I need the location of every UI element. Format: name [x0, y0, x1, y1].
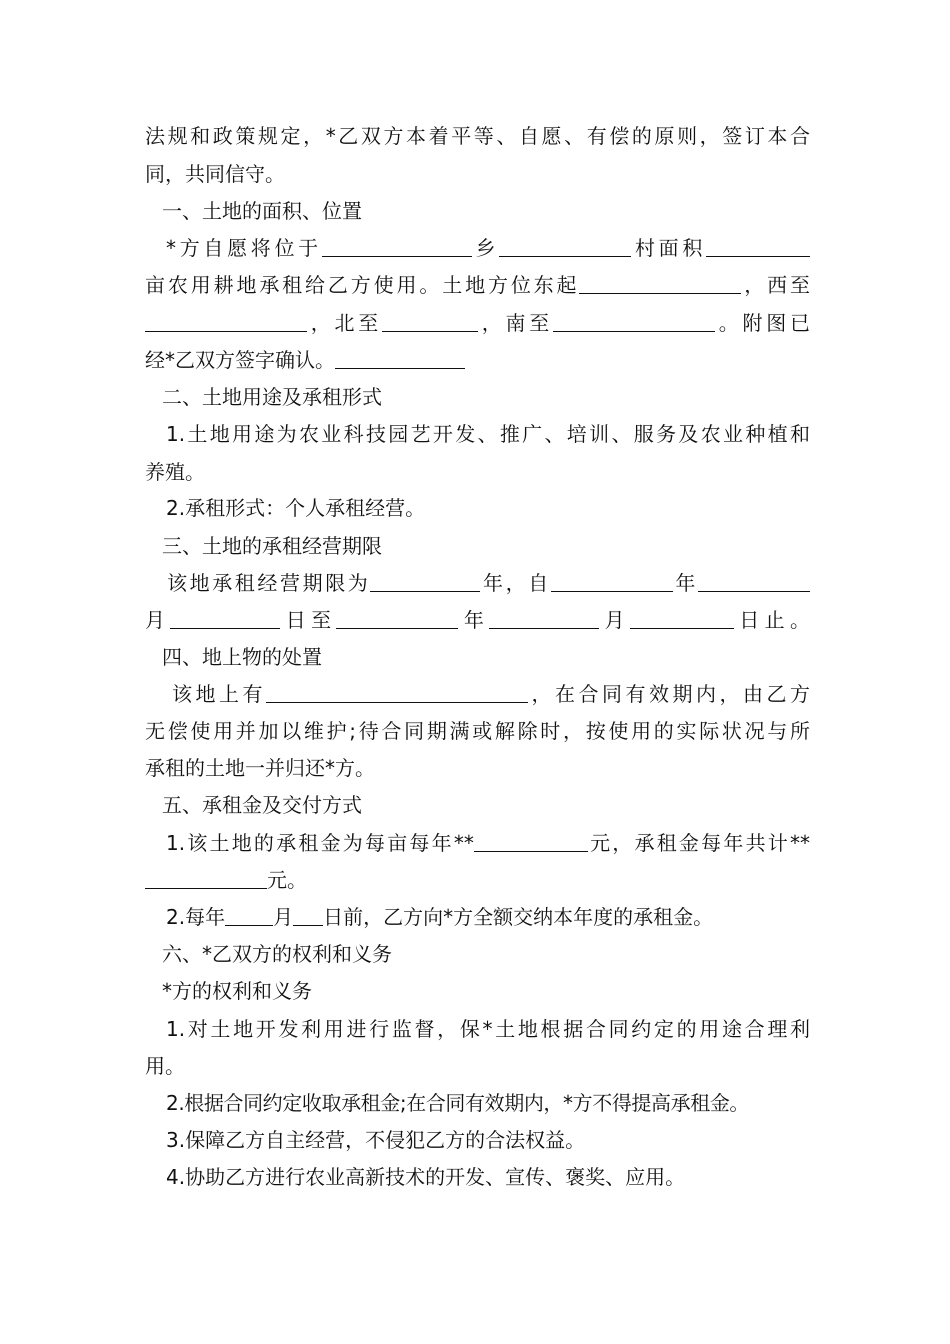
body-line [145, 716, 810, 746]
body-text: 承租的土地一并归还*方。 [145, 756, 375, 780]
section-heading [162, 939, 810, 969]
section-heading [162, 531, 810, 561]
body-line [145, 159, 810, 189]
body-text: 无偿使用并加以维护;待合同期满或解除时，按使用的实际状况与所 [145, 719, 810, 743]
fill-in-line [145, 605, 810, 635]
body-text: ，西至 [741, 273, 811, 297]
body-text: *方自愿将位于 [166, 236, 322, 260]
body-text: 年，自 [480, 571, 551, 595]
blank-field[interactable] [579, 271, 741, 294]
body-line [166, 1014, 810, 1044]
body-text: 3.保障乙方自主经营，不侵犯乙方的合法权益。 [166, 1128, 586, 1152]
body-text: 2.每年 [166, 905, 226, 929]
fill-in-line [166, 902, 810, 932]
section-heading [162, 642, 810, 672]
body-text: 村面积 [631, 236, 707, 260]
body-text: 日前，乙方向*方全额交纳本年度的承租金。 [323, 905, 714, 929]
blank-field[interactable] [293, 903, 323, 926]
body-text: ，南至 [478, 311, 553, 335]
body-line [166, 419, 810, 449]
body-text: 法规和政策规定，*乙双方本着平等、自愿、有偿的原则，签订本合 [145, 124, 810, 148]
section-heading [162, 382, 810, 412]
body-line [145, 121, 810, 151]
body-text: 该地上有 [172, 682, 266, 706]
section-heading [162, 196, 810, 226]
fill-in-line [172, 679, 810, 709]
body-text: 1.对土地开发利用进行监督，保*土地根据合同约定的用途合理利 [166, 1017, 810, 1041]
body-text: 元，承租金每年共计** [587, 831, 810, 855]
fill-in-line [145, 270, 810, 300]
section-heading-text: 五、承租金及交付方式 [162, 793, 362, 817]
section-heading-text: 六、*乙双方的权利和义务 [162, 942, 392, 966]
blank-field[interactable] [553, 309, 715, 332]
fill-in-line [145, 865, 810, 895]
blank-field[interactable] [551, 569, 673, 592]
blank-field[interactable] [706, 234, 810, 257]
blank-field[interactable] [698, 569, 810, 592]
blank-field[interactable] [266, 680, 528, 703]
body-text: 1.土地用途为农业科技园艺开发、推广、培训、服务及农业种植和 [166, 422, 810, 446]
body-text: 同，共同信守。 [145, 162, 285, 186]
body-text: 2.承租形式：个人承租经营。 [166, 496, 426, 520]
blank-field[interactable] [145, 309, 307, 332]
body-line [166, 1088, 810, 1118]
fill-in-line [166, 828, 810, 858]
fill-in-line [166, 233, 810, 263]
body-text: 月 [273, 905, 294, 929]
section-heading-text: 一、土地的面积、位置 [162, 199, 362, 223]
body-text: 2.根据合同约定收取承租金;在合同有效期内，*方不得提高承租金。 [166, 1091, 750, 1115]
body-text: 月 [599, 608, 630, 632]
body-line [145, 457, 810, 487]
blank-field[interactable] [382, 309, 478, 332]
body-text: 日止。 [733, 608, 811, 632]
body-text: 用。 [145, 1054, 185, 1078]
body-line [166, 493, 810, 523]
body-text: 亩农用耕地承租给乙方使用。土地方位东起 [145, 273, 580, 297]
body-text: 养殖。 [145, 460, 205, 484]
body-text: 年 [458, 608, 490, 632]
blank-field[interactable] [335, 346, 465, 369]
body-line [145, 1051, 810, 1081]
blank-field[interactable] [336, 606, 458, 629]
section-heading-text: 二、土地用途及承租形式 [162, 385, 382, 409]
fill-in-line [145, 308, 810, 338]
section-heading-text: 三、土地的承租经营期限 [162, 534, 382, 558]
body-text: 元。 [267, 868, 307, 892]
body-text: 经*乙双方签字确认。 [145, 348, 335, 372]
blank-field[interactable] [370, 569, 480, 592]
body-text: 年 [672, 571, 699, 595]
body-text: 日至 [280, 608, 337, 632]
body-text: 乡 [471, 236, 500, 260]
blank-field[interactable] [630, 606, 734, 629]
body-text: 4.协助乙方进行农业高新技术的开发、宣传、褒奖、应用。 [166, 1165, 686, 1189]
section-heading-text: 四、地上物的处置 [162, 645, 322, 669]
body-text: ，在合同有效期内，由乙方 [528, 682, 810, 706]
body-text: 1.该土地的承租金为每亩每年** [166, 831, 474, 855]
body-text: 月 [145, 608, 171, 632]
fill-in-line [167, 568, 810, 598]
blank-field[interactable] [489, 606, 599, 629]
body-text: ，北至 [307, 311, 382, 335]
body-text: 该地承租经营期限为 [167, 571, 371, 595]
blank-field[interactable] [322, 234, 472, 257]
blank-field[interactable] [145, 866, 267, 889]
blank-field[interactable] [474, 829, 588, 852]
body-line [145, 753, 810, 783]
blank-field[interactable] [499, 234, 631, 257]
blank-field[interactable] [225, 903, 273, 926]
sub-heading [162, 976, 810, 1006]
body-line [166, 1125, 810, 1155]
body-text: 。附图已 [715, 311, 810, 335]
fill-in-line [145, 345, 810, 375]
blank-field[interactable] [170, 606, 280, 629]
sub-heading-text: *方的权利和义务 [162, 979, 312, 1003]
body-line [166, 1162, 810, 1192]
section-heading [162, 790, 810, 820]
